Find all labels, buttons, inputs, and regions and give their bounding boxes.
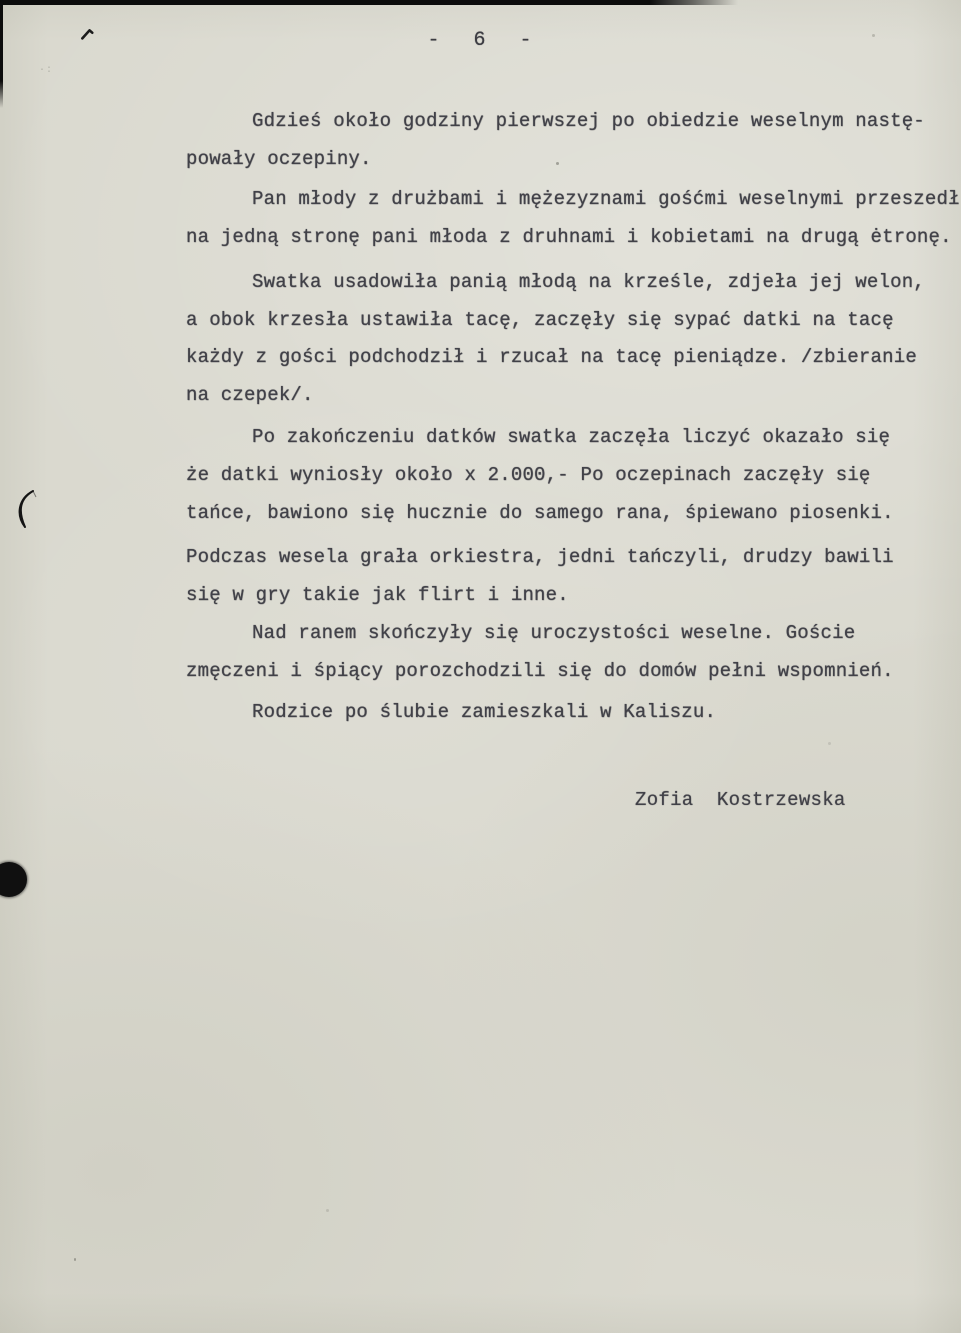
typewritten-line: Pan młody z drużbami i mężezyznami gośćmi weselnymi przeszedł	[252, 188, 960, 210]
paper-speck	[74, 1258, 76, 1261]
scan-edge-top-bar	[0, 0, 738, 5]
scan-edge-left-bar	[0, 0, 3, 108]
hole-punch-dot	[0, 862, 27, 897]
paper-speck	[556, 162, 559, 165]
typewritten-line: zmęczeni i śpiący porozchodzili się do domów pełni wspomnień.	[186, 660, 894, 682]
paper-speck	[326, 1209, 329, 1212]
paper-speck	[828, 742, 831, 745]
typewritten-line: Nad ranem skończyły się uroczystości weselne. Goście	[252, 622, 856, 644]
paper-speck	[470, 231, 472, 233]
typewritten-line: Swatka usadowiła panią młodą na krześle, zdjeła jej welon,	[252, 271, 925, 293]
ink-check-mark-icon	[80, 26, 94, 42]
ink-crescent-mark-icon	[13, 489, 39, 531]
typewritten-line: Podczas wesela grała orkiestra, jedni tańczyli, drudzy bawili	[186, 546, 894, 568]
author-signature: Zofia Kostrzewska	[635, 789, 846, 811]
typewritten-line: Po zakończeniu datków swatka zaczęła liczyć okazało się	[252, 426, 891, 448]
typewritten-line: się w gry takie jak flirt i inne.	[186, 584, 569, 606]
typewritten-line: Gdzieś około godziny pierwszej po obiedzie weselnym nastę-	[252, 110, 925, 132]
paper-speck	[872, 34, 875, 37]
typewritten-line: każdy z gości podchodził i rzucał na tacę pieniądze. /zbieranie	[186, 346, 917, 368]
typewritten-line: powały oczepiny.	[186, 148, 372, 170]
pencil-smudge-mark: ·:	[39, 65, 54, 76]
typewritten-line: na czepek/.	[186, 384, 314, 406]
page-number: - 6 -	[427, 29, 534, 52]
typewritten-line: tańce, bawiono się hucznie do samego rana, śpiewano piosenki.	[186, 502, 894, 524]
typewritten-line: Rodzice po ślubie zamieszkali w Kaliszu.	[252, 701, 717, 723]
typewritten-line: że datki wyniosły około x 2.000,- Po oczepinach zaczęły się	[186, 464, 871, 486]
typewritten-line: a obok krzesła ustawiła tacę, zaczęły się sypać datki na tacę	[186, 309, 894, 331]
typewritten-line: na jedną stronę pani młoda z druhnami i kobietami na drugą ėtronę.	[186, 226, 952, 248]
